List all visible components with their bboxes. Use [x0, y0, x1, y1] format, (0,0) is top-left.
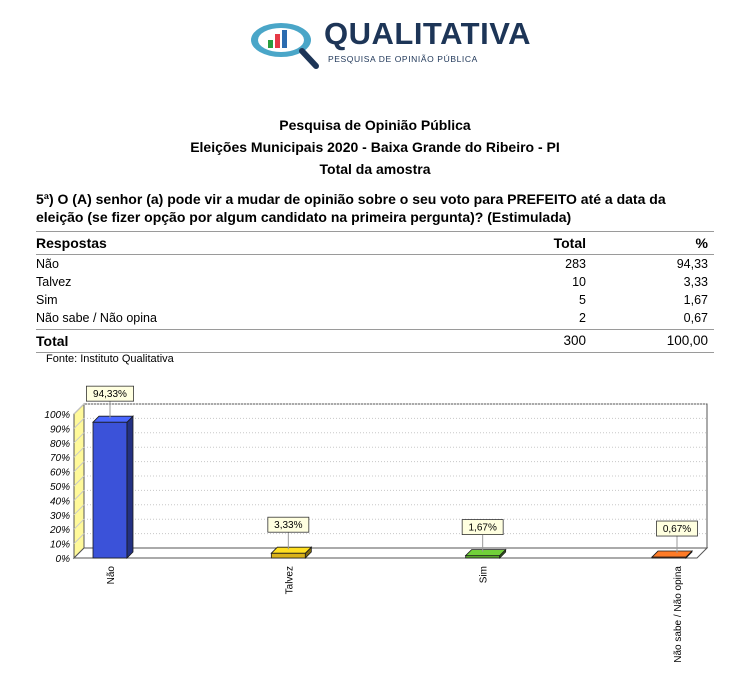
table-row [36, 309, 714, 327]
y-tick-label: 80% [49, 438, 70, 450]
row-label: Não [36, 257, 59, 271]
row-percent: 3,33 [683, 275, 708, 289]
row-total: 2 [579, 311, 586, 325]
row-percent: 0,67 [683, 311, 708, 325]
row-percent: 1,67 [683, 293, 708, 307]
total-count: 300 [563, 333, 586, 348]
logo [248, 14, 531, 74]
x-category-label: Não sabe / Não opina [673, 566, 684, 663]
logo-tagline: PESQUISA DE OPINIÃO PÚBLICA [328, 54, 478, 64]
total-label: Total [36, 333, 69, 349]
y-tick-label: 90% [49, 424, 70, 436]
bar [93, 416, 133, 558]
row-total: 283 [565, 257, 586, 271]
y-tick-label: 70% [49, 453, 70, 465]
table-row [36, 291, 714, 309]
results-table [36, 231, 714, 353]
row-total: 5 [579, 293, 586, 307]
bar-top [652, 551, 692, 557]
row-label: Sim [36, 293, 58, 307]
y-tick-label: 40% [49, 496, 70, 508]
chart-floor [74, 548, 707, 558]
y-tick-label: 30% [49, 510, 70, 522]
magnifier-chart-icon [248, 18, 322, 70]
y-tick-label: 20% [49, 525, 70, 537]
data-label: 1,67% [468, 522, 497, 534]
row-label: Não sabe / Não opina [36, 311, 157, 325]
table-row [36, 255, 714, 273]
report-title: Pesquisa de Opinião Pública [279, 117, 471, 133]
bar [271, 547, 311, 558]
x-category-label: Não [106, 566, 117, 585]
row-percent: 94,33 [676, 257, 708, 271]
bar-chart [0, 370, 750, 698]
y-tick-label: 10% [49, 539, 70, 551]
x-category-label: Sim [478, 566, 490, 584]
x-category-label: Talvez [284, 566, 296, 595]
sample-label: Total da amostra [319, 161, 431, 177]
bar-top [271, 547, 311, 553]
question-text: 5ª) O (A) senhor (a) pode vir a mudar de opinião sobre o seu voto para PREFEITO até a data da eleição (se fizer opção por algum candidato na primeira pergunta)? (Estimulada) [36, 191, 666, 225]
bar [652, 551, 692, 558]
data-label: 0,67% [662, 524, 692, 536]
column-header-total: Total [553, 235, 586, 251]
row-total: 10 [572, 275, 586, 289]
y-tick-label: 100% [44, 410, 70, 421]
bar-front [271, 553, 305, 558]
report-subtitle: Eleições Municipais 2020 - Baixa Grande do Ribeiro - PI [190, 139, 560, 155]
table-header [36, 231, 714, 255]
column-header-respostas: Respostas [36, 235, 107, 251]
logo-wordmark: QUALITATIVA [324, 16, 531, 51]
y-tick-label: 60% [49, 467, 70, 479]
row-label: Talvez [36, 275, 72, 289]
bar-top [93, 416, 133, 422]
data-label: 3,33% [274, 520, 303, 532]
column-header-percent: % [695, 235, 708, 251]
bar [466, 550, 506, 558]
source-note: Fonte: Instituto Qualitativa [46, 353, 174, 365]
total-percent: 100,00 [666, 333, 708, 348]
y-tick-label: 50% [49, 482, 70, 493]
bar-front [93, 422, 127, 558]
table-row [36, 273, 714, 291]
table-total-row [36, 329, 714, 353]
data-label: 94,33% [93, 389, 127, 401]
bar-top [466, 550, 506, 556]
y-tick-label: 0% [55, 554, 70, 565]
bar-side [127, 416, 133, 558]
